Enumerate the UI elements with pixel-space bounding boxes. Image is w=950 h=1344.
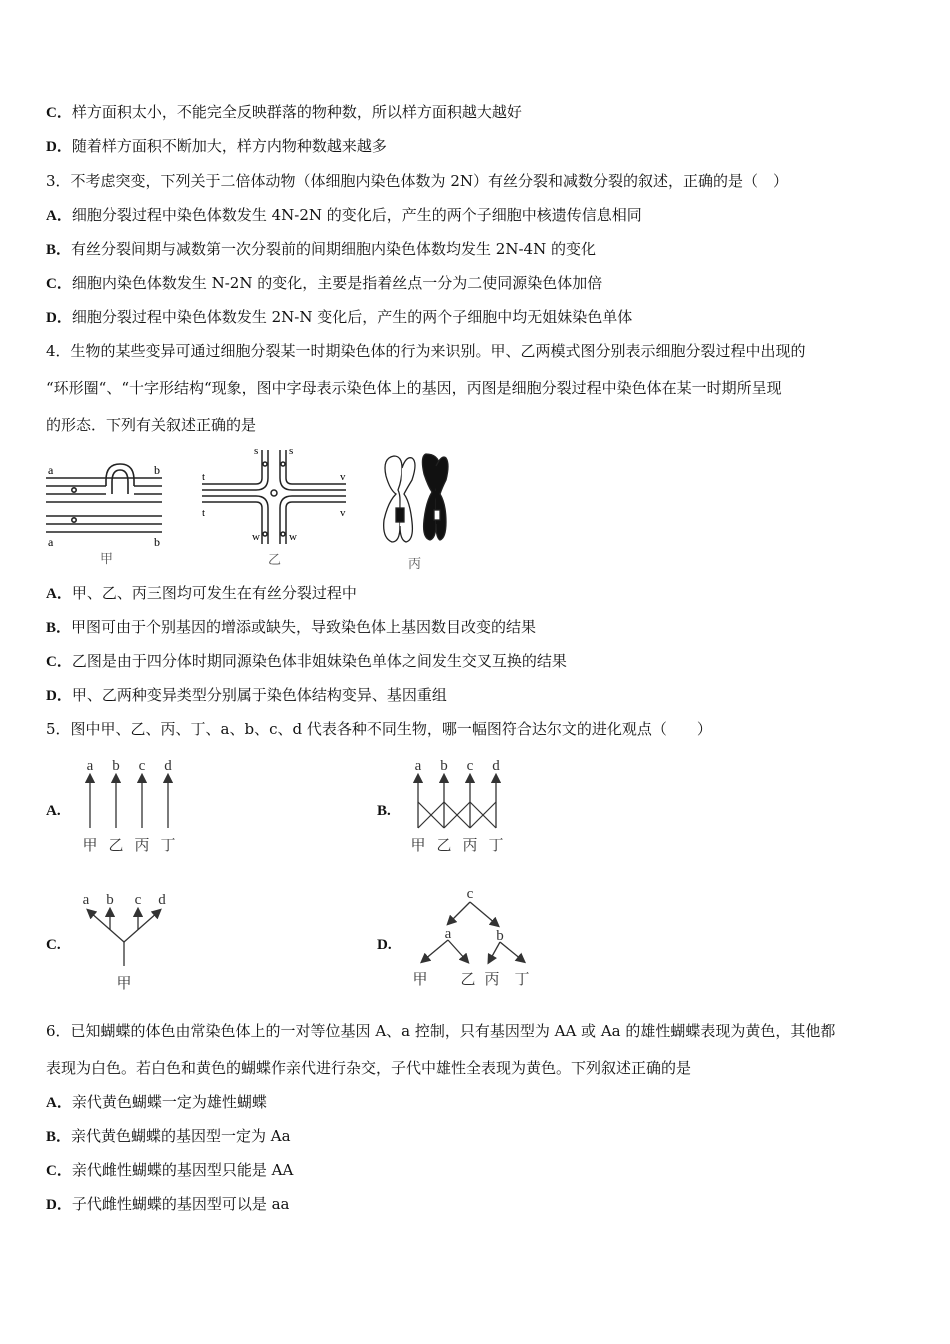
species-label: c bbox=[466, 758, 474, 774]
species-label: 甲 bbox=[412, 972, 428, 988]
q5-option-b-label: B. bbox=[377, 803, 391, 819]
q4-option-c bbox=[46, 651, 567, 672]
figure-bing-chromosomes bbox=[376, 450, 456, 574]
q5-option-c-label: C. bbox=[46, 937, 61, 953]
species-label: 丙 bbox=[462, 838, 478, 854]
q6-stem-line1: 6．已知蝴蝶的体色由常染色体上的一对等位基因 A、a 控制，只有基因型为 AA 或 Aa 的雄性蝴蝶表现为黄色，其他都 bbox=[46, 1022, 836, 1040]
species-label: b bbox=[440, 758, 448, 774]
option-letter: D． bbox=[46, 688, 72, 704]
species-label: d bbox=[492, 758, 500, 774]
q6-stem-line2: 表现为白色。若白色和黄色的蝴蝶作亲代进行杂交，子代中雄性全表现为黄色。下列叙述正确的是 bbox=[46, 1059, 692, 1077]
q6-option-b bbox=[46, 1126, 291, 1147]
option-text: 细胞分裂过程中染色体数发生 2N-N 变化后，产生的两个子细胞中均无姐妹染色单体 bbox=[71, 308, 633, 326]
option-letter: A． bbox=[46, 1095, 72, 1111]
species-label: c bbox=[138, 758, 146, 774]
q2-option-c bbox=[46, 102, 522, 123]
option-letter: D． bbox=[46, 139, 72, 155]
species-label: 甲 bbox=[410, 838, 426, 854]
option-text: 甲、乙、丙三图均可发生在有丝分裂过程中 bbox=[71, 584, 357, 602]
option-letter: C． bbox=[46, 276, 72, 292]
q5-figure-c bbox=[72, 884, 182, 994]
species-label: 丁 bbox=[160, 838, 176, 854]
option-text: 亲代黄色蝴蝶一定为雄性蝴蝶 bbox=[71, 1093, 267, 1111]
species-label: 乙 bbox=[436, 838, 452, 854]
option-text: 乙图是由于四分体时期同源染色体非姐妹染色单体之间发生交叉互换的结果 bbox=[71, 652, 567, 670]
option-text: 细胞分裂过程中染色体数发生 4N-2N 的变化后，产生的两个子细胞中核遗传信息相同 bbox=[71, 206, 642, 224]
option-text: 甲图可由于个别基因的增添或缺失，导致染色体上基因数目改变的结果 bbox=[71, 618, 537, 636]
species-label: d bbox=[164, 758, 172, 774]
gene-label: s bbox=[289, 445, 294, 457]
gene-label: w bbox=[252, 531, 260, 543]
figure-caption: 甲 bbox=[100, 551, 114, 566]
species-label: a bbox=[82, 892, 90, 908]
species-label: c bbox=[134, 892, 142, 908]
q5-stem: 5．图中甲、乙、丙、丁、a、b、c、d 代表各种不同生物，哪一幅图符合达尔文的进化观点（ ） bbox=[46, 720, 712, 738]
figure-jia-ring bbox=[44, 460, 170, 570]
species-label: 丁 bbox=[488, 838, 504, 854]
species-label: 甲 bbox=[116, 976, 132, 992]
option-text: 有丝分裂间期与减数第一次分裂前的间期细胞内染色体数均发生 2N-4N 的变化 bbox=[71, 240, 596, 258]
q4-option-d bbox=[46, 685, 447, 706]
option-letter: B． bbox=[46, 1129, 72, 1145]
species-label: b bbox=[106, 892, 114, 908]
option-text: 样方面积太小，不能完全反映群落的物种数，所以样方面积越大越好 bbox=[71, 103, 522, 121]
gene-label: v bbox=[340, 507, 346, 519]
option-text: 亲代黄色蝴蝶的基因型一定为 Aa bbox=[71, 1127, 291, 1145]
gene-label: t bbox=[202, 471, 206, 483]
q6-option-d bbox=[46, 1194, 290, 1215]
figure-caption: 乙 bbox=[268, 552, 282, 567]
q4-option-a bbox=[46, 583, 357, 604]
gene-label: w bbox=[289, 531, 297, 543]
species-label: d bbox=[158, 892, 166, 908]
q4-stem-line1: 4．生物的某些变异可通过细胞分裂某一时期染色体的行为来识别。甲、乙两模式图分别表示细胞分裂过程中出现的 bbox=[46, 342, 806, 360]
gene-label: v bbox=[340, 471, 346, 483]
option-letter: C． bbox=[46, 654, 72, 670]
q3-stem: 3．不考虑突变，下列关于二倍体动物（体细胞内染色体数为 2N）有丝分裂和减数分裂的叙述，正确的是（ ） bbox=[46, 172, 788, 190]
species-label: 乙 bbox=[460, 972, 476, 988]
figure-caption: 丙 bbox=[408, 556, 422, 571]
q4-stem-line2: “环形圈“、“十字形结构“现象，图中字母表示染色体上的基因，丙图是细胞分裂过程中染色体在某一时期所呈现 bbox=[46, 379, 782, 397]
gene-label: b bbox=[154, 535, 160, 549]
gene-label: s bbox=[254, 445, 259, 457]
option-text: 子代雌性蝴蝶的基因型可以是 aa bbox=[71, 1195, 290, 1213]
q4-stem-line3: 的形态．下列有关叙述正确的是 bbox=[46, 416, 257, 434]
species-label: a bbox=[86, 758, 94, 774]
q3-option-d bbox=[46, 307, 632, 328]
species-label: b bbox=[496, 928, 504, 944]
option-letter: C． bbox=[46, 1163, 72, 1179]
q3-option-c bbox=[46, 273, 602, 294]
q5-option-a-label: A. bbox=[46, 803, 61, 819]
option-letter: B． bbox=[46, 620, 72, 636]
species-label: 丁 bbox=[514, 972, 530, 988]
species-label: 甲 bbox=[82, 838, 98, 854]
q3-option-b bbox=[46, 239, 596, 260]
gene-label: a bbox=[48, 535, 54, 549]
gene-label: t bbox=[202, 507, 206, 519]
option-letter: D． bbox=[46, 1197, 72, 1213]
gene-label: a bbox=[48, 463, 54, 477]
option-letter: A． bbox=[46, 586, 72, 602]
q4-option-b bbox=[46, 617, 536, 638]
option-letter: B． bbox=[46, 242, 72, 258]
q6-option-a bbox=[46, 1092, 267, 1113]
species-label: c bbox=[466, 886, 474, 902]
option-text: 细胞内染色体数发生 N-2N 的变化，主要是指着丝点一分为二使同源染色体加倍 bbox=[71, 274, 603, 292]
species-label: 丙 bbox=[134, 838, 150, 854]
species-label: b bbox=[112, 758, 120, 774]
q5-figure-a bbox=[76, 752, 186, 862]
figure-yi-cross bbox=[196, 444, 356, 572]
q6-option-c bbox=[46, 1160, 293, 1181]
option-letter: C． bbox=[46, 105, 72, 121]
option-text: 甲、乙两种变异类型分别属于染色体结构变异、基因重组 bbox=[71, 686, 447, 704]
species-label: 乙 bbox=[108, 838, 124, 854]
q5-option-d-label: D. bbox=[377, 937, 392, 953]
option-letter: A． bbox=[46, 208, 72, 224]
gene-label: b bbox=[154, 463, 160, 477]
option-text: 随着样方面积不断加大，样方内物种数越来越多 bbox=[71, 137, 387, 155]
q5-figure-b bbox=[404, 752, 514, 862]
q2-option-d bbox=[46, 136, 387, 157]
species-label: 丙 bbox=[484, 972, 500, 988]
species-label: a bbox=[444, 926, 452, 942]
q5-figure-d bbox=[404, 880, 540, 994]
q3-option-a bbox=[46, 205, 642, 226]
option-letter: D． bbox=[46, 310, 72, 326]
species-label: a bbox=[414, 758, 422, 774]
option-text: 亲代雌性蝴蝶的基因型只能是 AA bbox=[71, 1161, 294, 1179]
